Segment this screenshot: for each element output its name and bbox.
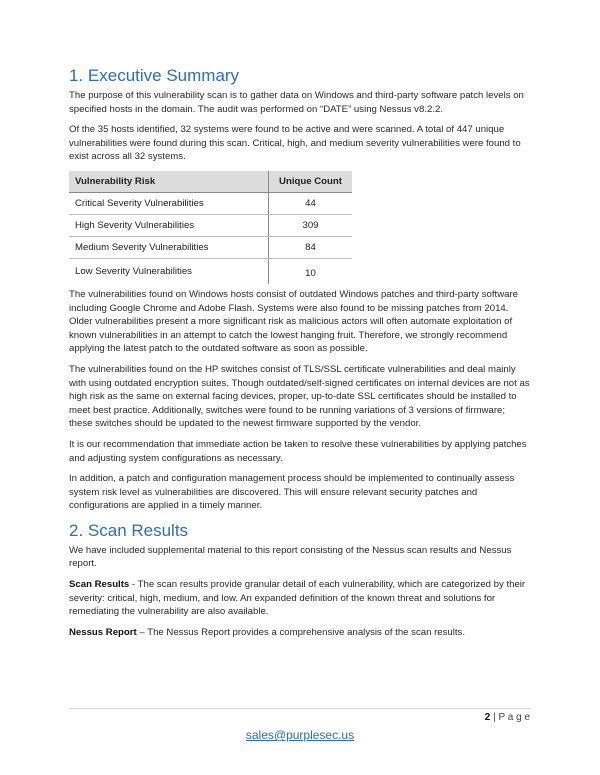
table-row xyxy=(69,192,352,214)
email-link[interactable]: sales@purplesec.us xyxy=(245,728,355,742)
risk-count: 84 xyxy=(269,236,353,258)
paragraph-nessus-report xyxy=(69,626,531,640)
page-number xyxy=(485,712,530,723)
paragraph-windows-hosts: The vulnerabilities found on Windows hosts consist of outdated Windows patches and third-party software including Google Chrome and Adobe Flash. Systems were also found to be missing patches from 2014. Older vulnerabilities present a more significant risk as malicious actors will often automate exploitation of known vulnerabilities in an attempt to catch the lowest hanging fruit. Therefore, we strongly recommend applying the latest patch to the outdated software as soon as possible. xyxy=(69,288,519,355)
table-row xyxy=(69,236,352,258)
paragraph-patch-process: In addition, a patch and configuration management process should be implemented to continually assess system risk level as vulnerabilities are discovered. This will ensure relevant security patches and configurations are applied in a timely manner. xyxy=(69,473,515,512)
page-number-value: 2 xyxy=(484,712,491,723)
header-unique-count: Unique Count xyxy=(269,171,353,193)
risk-label: Medium Severity Vulnerabilities xyxy=(69,236,269,258)
page-content xyxy=(69,66,531,646)
risk-label: Low Severity Vulnerabilities xyxy=(75,265,192,277)
scan-results-description: - The scan results provide granular detail of each vulnerability, which are categorized by their severity: critical, high, medium, and low. An expanded definition of the known threat and solutions for remediating the vulnerability are also available. xyxy=(69,579,526,618)
section-title-scan-results: 2. Scan Results xyxy=(69,520,189,540)
page-label: | P a g e xyxy=(490,712,530,723)
risk-count: 10 xyxy=(269,258,353,284)
table-header-row xyxy=(69,171,352,193)
paragraph-scan-results xyxy=(69,578,531,619)
paragraph-hp-switches: The vulnerabilities found on the HP switches consist of TLS/SSL certificate vulnerabilities and deal mainly with using outdated encryption suites. Though outdated/self-signed certificates on internal devices are not as high risk as the same on external facing devices, proper, up-to-date SSL certificates should be installed to meet best practice. Additionally, switches were found to be running variations of 3 versions of firmware; these switches should be updated to the newest firmware supported by the vendor. xyxy=(69,363,530,430)
paragraph-purpose: The purpose of this vulnerability scan is to gather data on Windows and third-party software patch levels on specified hosts in the domain. The audit was performed on “DATE” using Nessus v8.2.2. xyxy=(69,90,524,115)
paragraph-recommendation: It is our recommendation that immediate action be taken to resolve these vulnerabilities by applying patches and adjusting system configurations as necessary. xyxy=(69,438,527,464)
table-row xyxy=(69,258,352,284)
risk-count: 44 xyxy=(269,192,353,214)
footer-divider xyxy=(69,708,531,709)
nessus-report-description: – The Nessus Report provides a comprehensive analysis of the scan results. xyxy=(136,626,466,638)
risk-label: High Severity Vulnerabilities xyxy=(69,214,269,236)
term-nessus-report: Nessus Report xyxy=(69,626,137,638)
paragraph-hosts: Of the 35 hosts identified, 32 systems were found to be active and were scanned. A total of 447 unique vulnerabilities were found during this scan. Critical, high, and medium severity vulnerabilities were found to exist across all 32 systems. xyxy=(69,124,521,163)
paragraph-supplemental: We have included supplemental material to this report consisting of the Nessus scan results and Nessus report. xyxy=(69,544,512,570)
section-title-executive-summary: 1. Executive Summary xyxy=(69,66,240,85)
table-row xyxy=(69,214,352,236)
header-vulnerability-risk: Vulnerability Risk xyxy=(69,171,269,193)
vulnerability-table xyxy=(69,171,352,284)
term-scan-results: Scan Results xyxy=(69,579,130,591)
risk-count: 309 xyxy=(269,214,353,236)
risk-label: Critical Severity Vulnerabilities xyxy=(69,192,269,214)
